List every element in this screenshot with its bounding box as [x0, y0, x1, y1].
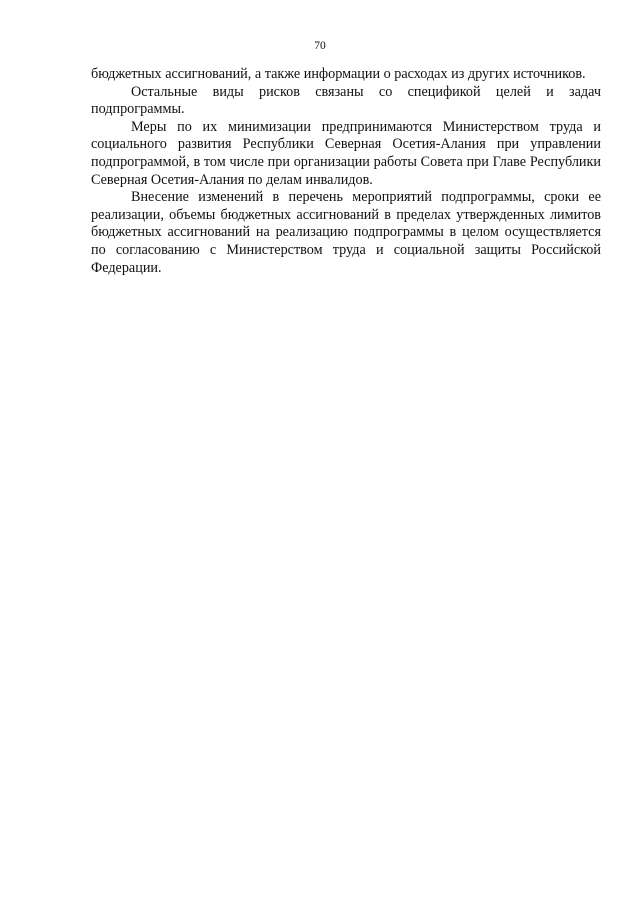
paragraph-4: Внесение изменений в перечень мероприятий подпрограммы, сроки ее реализации, объемы бюджетных ассигнований в пределах утвержденных лимитов бюджетных ассигнований на реализацию подпрограммы в целом осуществляется по согласованию с Министерством труда и социальной защиты Российской Федерации.	[91, 189, 601, 276]
paragraph-2: Остальные виды рисков связаны со спецификой целей и задач подпрограммы.	[91, 83, 601, 118]
paragraph-3: Меры по их минимизации предпринимаются Министерством труда и социального развития Республики Северная Осетия-Алания при управлении подпрограммой, в том числе при организации работы Совета при Главе Республики Северная Осетия-Алания по делам инвалидов.	[91, 118, 601, 188]
document-body	[91, 66, 601, 277]
page-number: 70	[314, 40, 326, 52]
paragraph-1: бюджетных ассигнований, а также информации о расходах из других источников.	[91, 66, 586, 82]
